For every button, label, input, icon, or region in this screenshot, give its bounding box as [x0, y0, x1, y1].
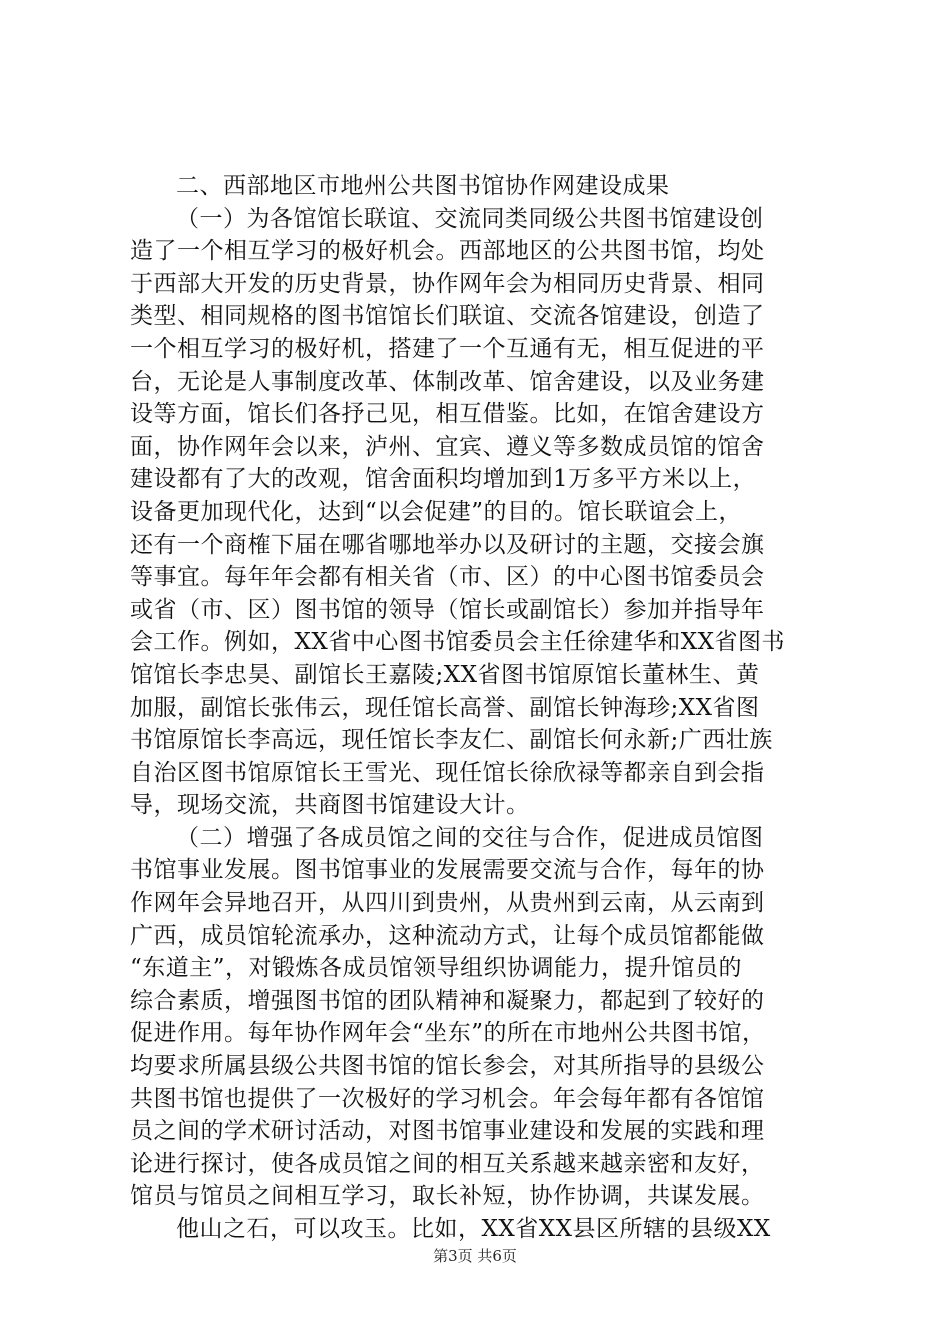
text-line: 自治区图书馆原馆长王雪光、现任馆长徐欣禄等都亲自到会指 — [130, 759, 765, 786]
text-line: “东道主”，对锻炼各成员馆领导组织协调能力，提升馆员的 — [130, 955, 743, 982]
text-line: 还有一个商榷下届在哪省哪地举办以及研讨的主题，交接会旗 — [130, 531, 765, 558]
text-line: 设等方面，馆长们各抒己见，相互借鉴。比如，在馆舍建设方 — [130, 401, 765, 428]
document-body — [130, 170, 830, 1246]
text-line: 或省（市、区）图书馆的领导（馆长或副馆长）参加并指导年 — [130, 596, 765, 623]
text-line: （二）增强了各成员馆之间的交往与合作，促进成员馆图 — [176, 824, 764, 851]
text-line: 作网年会异地召开，从四川到贵州，从贵州到云南，从云南到 — [130, 890, 765, 917]
page-footer: 第3页 共6页 — [433, 1247, 517, 1265]
text-line: 类型、相同规格的图书馆馆长们联谊、交流各馆建设，创造了 — [130, 303, 765, 330]
text-line: 导，现场交流，共商图书馆建设大计。 — [130, 792, 530, 819]
text-line: 书馆事业发展。图书馆事业的发展需要交流与合作，每年的协 — [130, 857, 765, 884]
text-line: 馆馆长李忠昊、副馆长王嘉陵;XX省图书馆原馆长董林生、黄 — [130, 661, 760, 688]
text-line: 等事宜。每年年会都有相关省（市、区）的中心图书馆委员会 — [130, 564, 765, 591]
text-line: 于西部大开发的历史背景，协作网年会为相同历史背景、相同 — [130, 270, 765, 297]
text-line: 均要求所属县级公共图书馆的馆长参会，对其所指导的县级公 — [130, 1053, 765, 1080]
text-line: 台，无论是人事制度改革、体制改革、馆舍建设，以及业务建 — [130, 368, 765, 395]
text-line: （一）为各馆馆长联谊、交流同类同级公共图书馆建设创 — [176, 205, 764, 232]
text-line: 一个相互学习的极好机，搭建了一个互通有无，相互促进的平 — [130, 335, 765, 362]
text-line: 论进行探讨，使各成员馆之间的相互关系越来越亲密和友好， — [130, 1150, 765, 1177]
text-line: 广西，成员馆轮流承办，这种流动方式，让每个成员馆都能做 — [130, 922, 765, 949]
text-line: 馆员与馆员之间相互学习，取长补短，协作协调，共谋发展。 — [130, 1183, 765, 1210]
text-line: 书馆原馆长李高远，现任馆长李友仁、副馆长何永新;广西壮族 — [130, 727, 773, 754]
text-line: 共图书馆也提供了一次极好的学习机会。年会每年都有各馆馆 — [130, 1085, 765, 1112]
text-line: 加服，副馆长张伟云，现任馆长高誉、副馆长钟海珍;XX省图 — [130, 694, 760, 721]
text-line: 综合素质，增强图书馆的团队精神和凝聚力，都起到了较好的 — [130, 987, 765, 1014]
text-line: 他山之石，可以攻玉。比如，XX省XX县区所辖的县级XX — [176, 1216, 771, 1242]
text-line: 二、西部地区市地州公共图书馆协作网建设成果 — [176, 173, 670, 199]
text-line: 面，协作网年会以来，泸州、宜宾、遵义等多数成员馆的馆舍 — [130, 433, 765, 460]
text-line: 会工作。例如，XX省中心图书馆委员会主任徐建华和XX省图书 — [130, 629, 785, 656]
text-line: 建设都有了大的改观，馆舍面积均增加到1万多平方米以上， — [130, 466, 757, 493]
text-line: 促进作用。每年协作网年会“坐东”的所在市地州公共图书馆， — [130, 1020, 766, 1047]
text-line: 员之间的学术研讨活动，对图书馆事业建设和发展的实践和理 — [130, 1118, 765, 1145]
text-line: 设备更加现代化，达到“以会促建”的目的。馆长联谊会上， — [130, 498, 743, 525]
text-line: 造了一个相互学习的极好机会。西部地区的公共图书馆，均处 — [130, 238, 765, 265]
